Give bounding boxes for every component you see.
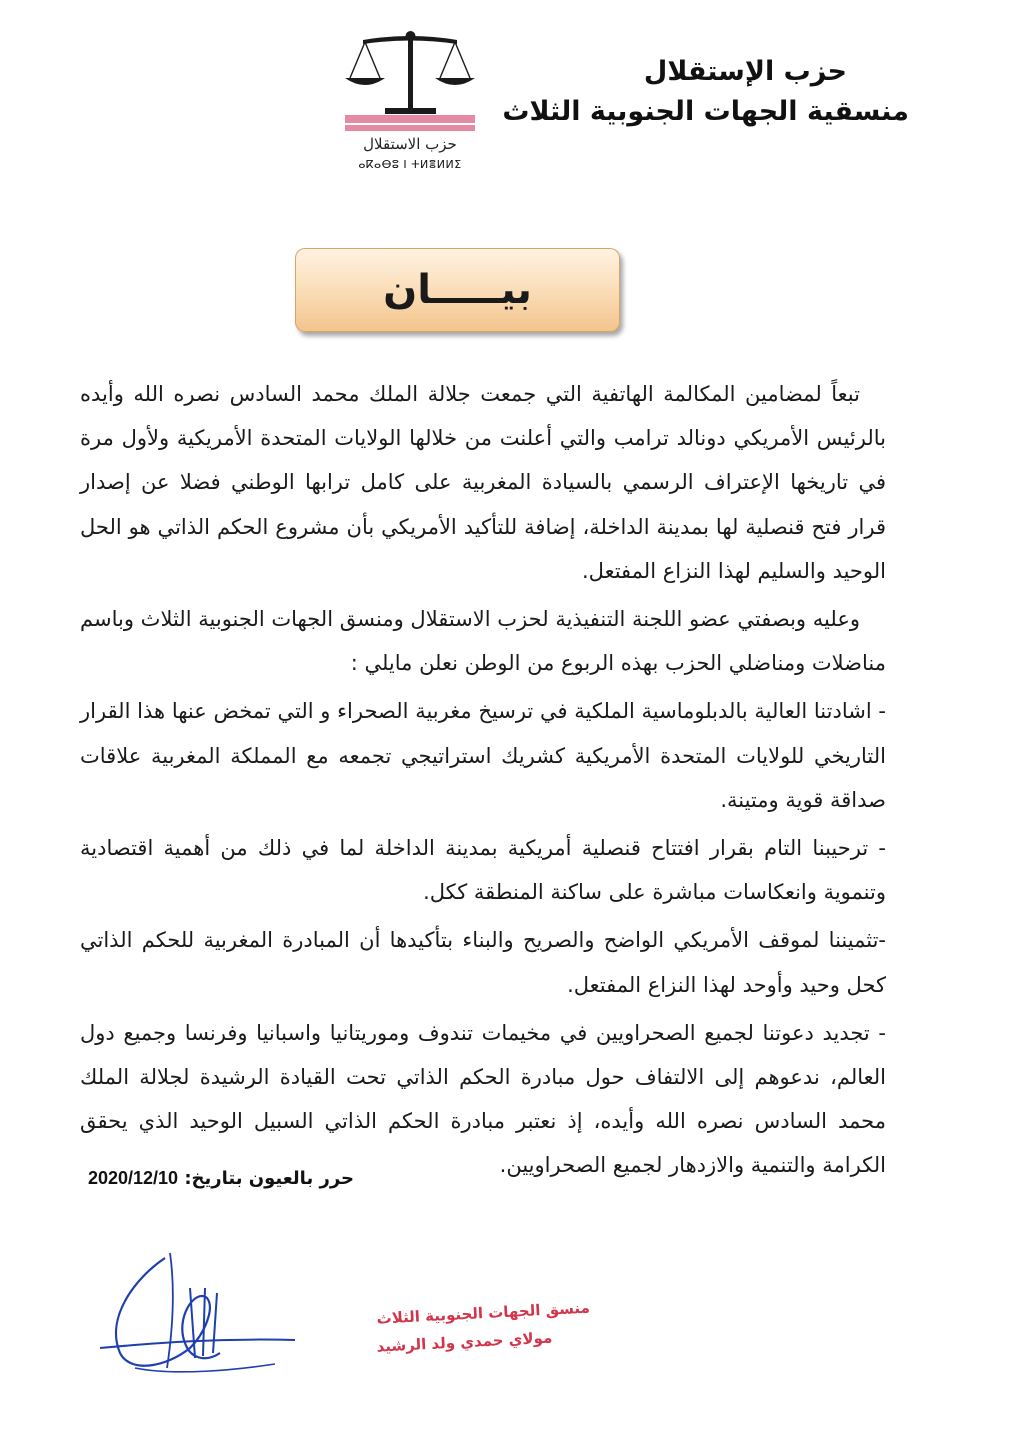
paragraph: - ترحيبنا التام بقرار افتتاح قنصلية أمريكية بمدينة الداخلة لما في ذلك من أهمية اقتصادية وتنموية وانعكاسات مباشرة على ساكنة المنطقة ككل. [80,836,886,905]
paragraph: -تثميننا لموقف الأمريكي الواضح والصريح والبناء بتأكيدها أن المبادرة المغربية للحكم الذاتي كحل وحيد وأوحد لهذا النزاع المفتعل. [80,928,886,997]
logo-caption: حزب الاستقلال [363,135,457,153]
statement-title-box [295,248,620,332]
date-label: حرر بالعيون بتاريخ: [184,1168,354,1189]
statement-body [80,372,886,1192]
paragraph: وعليه وبصفتي عضو اللجنة التنفيذية لحزب الاستقلال ومنسق الجهات الجنوبية الثلاث وباسم مناضلات ومناضلي الحزب بهذه الربوع من الوطن نعلن مايلي : [80,607,886,676]
party-name: حزب الإستقلال [643,56,847,87]
svg-text:منسق الجهات الجنوبية الثلاث: منسق الجهات الجنوبية الثلاث [376,1298,591,1328]
organization-header [502,52,909,132]
signature-stamp [95,1248,591,1398]
statement-title: بيـــــان [383,267,532,313]
logo-tifinagh-text: ⴰⴽⴰⴱⵓ ⵏ ⵜⵍⴻⵍⵍⵉ [358,158,462,171]
paragraph: - تجديد دعوتنا لجميع الصحراويين في مخيمات تندوف وموريتانيا واسبانيا وفرنسا وجميع دول العالم، ندعوهم إلى الالتفاف حول مبادرة الحكم الذاتي تحت القيادة الرشيدة لجلالة الملك محمد السادس نصره الله وأيده، إذ نعتبر مبادرة الحكم الذاتي السبيل الوحيد الذي يحقق الكرامة والتنمية والازدهار لجميع الصحراويين. [80,1020,886,1178]
region-coordination: منسقية الجهات الجنوبية الثلاث [502,96,909,127]
paragraph: - اشادتنا العالية بالدبلوماسية الملكية في ترسيخ مغربية الصحراء و التي تمخض عنها هذا القرار التاريخي للولايات المتحدة الأمريكية كشريك استراتيجي تجمعه مع المملكة المغربية علاقات صداقة قوية ومتينة. [80,699,886,812]
svg-text:مولاي حمدي ولد الرشيد: مولاي حمدي ولد الرشيد [376,1328,553,1356]
date-line [88,1168,354,1189]
date-value: 2020/12/10 [87,1168,179,1188]
paragraph: تبعاً لمضامين المكالمة الهاتفية التي جمعت جلالة الملك محمد السادس نصره الله وأيده بالرئيس الأمريكي دونالد ترامب والتي أعلنت من خلالها الولايات المتحدة الأمريكية ولأول مرة في تاريخها الإعتراف الرسمي بالسيادة المغربية على كامل ترابها الوطني فضلا عن إصدار قرار فتح قنصلية لها بمدينة الداخلة، إضافة للتأكيد الأمريكي بأن مشروع الحكم الذاتي هو الحل الوحيد والسليم لهذا النزاع المفتعل. [80,382,886,583]
